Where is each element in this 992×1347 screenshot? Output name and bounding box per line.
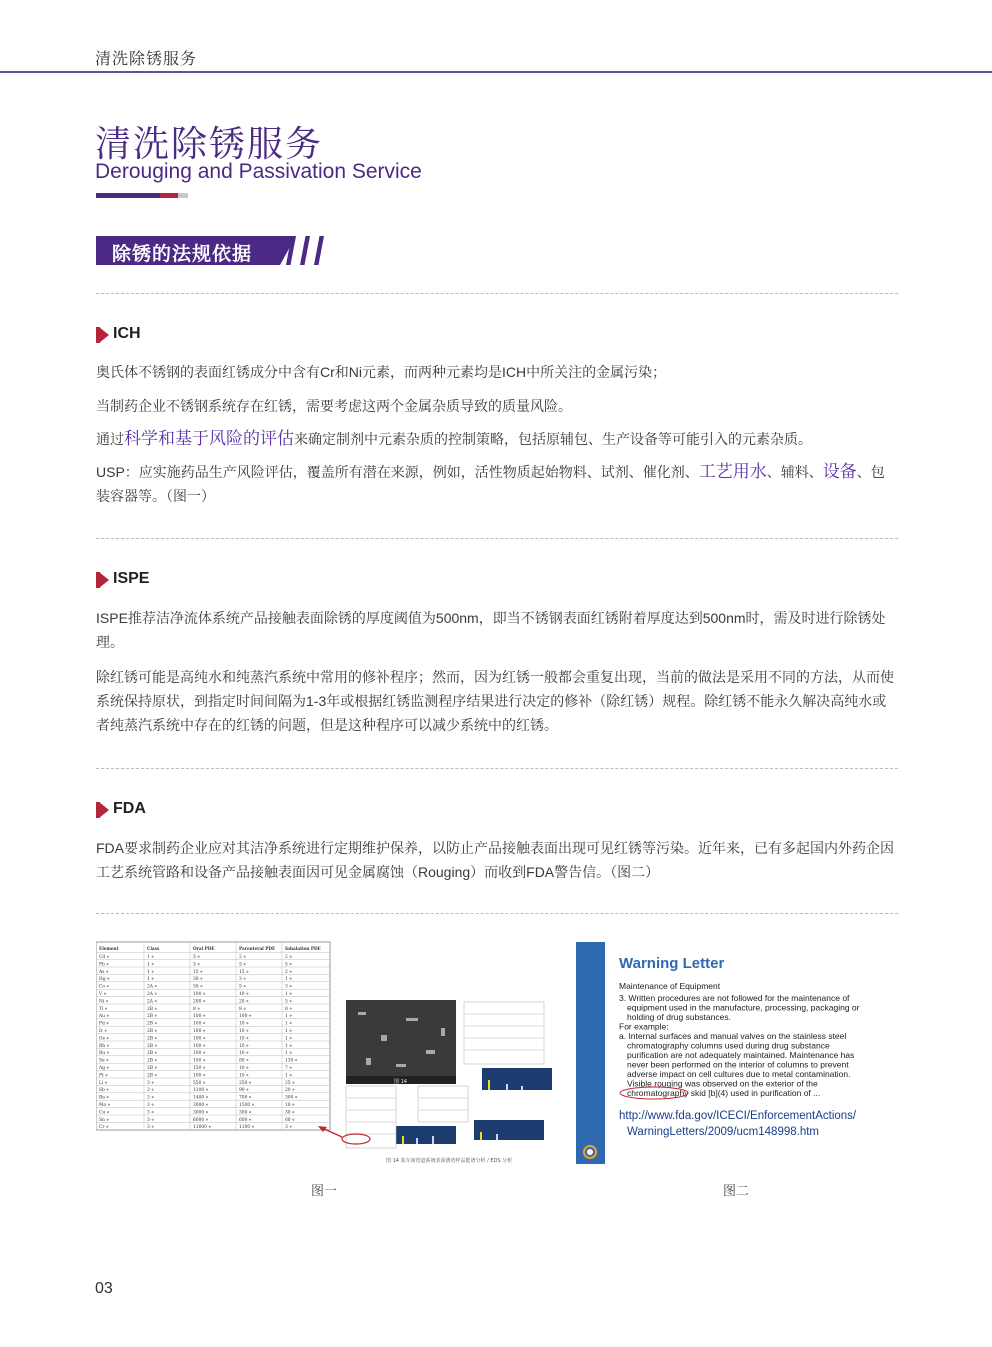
spectrum-chart [482,1068,552,1090]
table-cell: 1500 ⋄ [239,1103,255,1108]
table-cell: 3 ⋄ [147,1080,154,1086]
table-cell: Cr ⋄ [99,1125,109,1131]
table-cell: 2 ⋄ [239,955,246,960]
warning-letter-heading: Warning Letter [619,955,725,972]
table-cell: 30 ⋄ [193,977,203,983]
table-cell: 700 ⋄ [239,1095,252,1101]
table-cell: 3 ⋄ [147,1103,154,1108]
banner-slash [314,236,324,265]
table-cell: 5 ⋄ [239,962,246,968]
table-cell: 1 ⋄ [285,1073,292,1079]
table-cell: 1 ⋄ [285,992,292,997]
warning-letter-url-2: WarningLetters/2009/ucm148998.htm [627,1126,819,1138]
table-cell: Os ⋄ [99,1036,109,1042]
table-cell: Rh ⋄ [99,1043,110,1049]
table-cell: 5 ⋄ [285,999,292,1005]
figure-2-image [576,942,886,1164]
table-cell: Sn ⋄ [99,1117,109,1123]
page-title-cn: 清洗除锈服务 [95,124,324,165]
warning-letter-line: never been performed on the interior of columns to prevent [627,1059,849,1070]
warning-letter-sidebar [576,942,605,1164]
table-cell: 3 ⋄ [285,984,292,990]
table-cell: Li ⋄ [99,1080,108,1086]
table-cell: 100 ⋄ [193,1029,206,1034]
ich-paragraph-4: USP：应实施药品生产风险评估，覆盖所有潜在来源，例如，活性物质起始物料、试剂、催化剂、工艺用水、辅料、设备、包装容器等。（图一） [96,462,885,504]
table-cell: 3 ⋄ [239,977,246,983]
table-cell: 1 ⋄ [147,977,154,983]
ich-paragraph-1: 奥氏体不锈钢的表面红锈成分中含有Cr和Ni元素，而两种元素均是ICH中所关注的金属污染； [96,364,667,380]
figure-1-caption: 图一 [311,1183,338,1198]
ispe-paragraph-2: 除红锈可能是高纯水和纯蒸汽系统中常用的修补程序；然而，因为红锈一般都会重复出现，当前的做法是采用不同的方法，从而使系统保持原状，到指定时间间隔为1-3年或根据红锈监测程序结果进行决定的修补（除红锈）规程。除红锈不能永久解决高纯水或者纯蒸汽系统中存在的红锈的问题，但是这种程序可以减少系统中的红锈。 [96,669,894,733]
table-cell: Class [147,946,160,951]
table-cell: 1100 ⋄ [239,1125,255,1131]
spectrum-chart [396,1126,456,1144]
table-cell: 100 ⋄ [193,1036,206,1042]
table-cell: Ag ⋄ [99,1066,110,1071]
table-cell: 3 ⋄ [147,1110,154,1116]
table-cell: 2A ⋄ [147,999,158,1005]
table-cell: 2 ⋄ [285,969,292,975]
table-cell: 100 ⋄ [193,1051,206,1057]
table-cell: 30 ⋄ [285,1110,295,1116]
table-cell: Element [99,946,119,951]
table-cell: 2A ⋄ [147,992,158,997]
table-cell: 2B ⋄ [147,1021,158,1027]
banner-slash [300,236,310,265]
table-cell: 1 ⋄ [285,1036,292,1042]
table-cell: Au ⋄ [99,1014,110,1020]
warning-letter-line: chromatography skid [b](4) used in purification of ... [627,1088,821,1098]
table-cell: Ir ⋄ [99,1029,107,1034]
page-title-en: Derouging and Passivation Service [95,160,422,183]
table-cell: 1200 ⋄ [193,1088,209,1094]
ich-paragraph-2: 当制药企业不锈钢系统存在红锈，需要考虑这两个金属杂质导致的质量风险。 [96,398,572,414]
table-cell: 300 ⋄ [285,1095,298,1101]
table-cell: 2B ⋄ [147,1006,158,1012]
table-cell: 1 ⋄ [285,977,292,983]
warning-letter-line: a. Internal surfaces and manual valves on the stainless steel [619,1031,847,1041]
figure-2-caption: 图二 [723,1183,750,1198]
table-cell: 1 ⋄ [285,1029,292,1034]
warning-letter-line: purification are not adequately maintained. Maintenance has [627,1050,855,1060]
table-cell: 3 ⋄ [147,1095,154,1101]
table-cell: 11000 ⋄ [193,1125,212,1131]
divider [96,538,898,539]
table-cell: 600 ⋄ [239,1117,252,1123]
table-cell: 10 ⋄ [239,1043,249,1049]
table-cell: 10 ⋄ [239,992,249,997]
table-cell: Pd ⋄ [99,1021,109,1027]
table-cell: 2B ⋄ [147,1058,158,1064]
table-cell: 10 ⋄ [285,1103,295,1108]
table-cell: As ⋄ [99,969,109,975]
table-cell: 100 ⋄ [239,1014,252,1020]
table-cell: 100 ⋄ [193,1021,206,1027]
table-cell: 2 ⋄ [285,955,292,960]
table-cell: 60 ⋄ [285,1117,295,1123]
figure-2 [576,942,886,1164]
warning-letter-line: chromatography columns used during drug substance [627,1040,830,1051]
microscope-label: 图 14 [394,1079,407,1085]
table-cell: 5 ⋄ [239,984,246,990]
table-cell: 150 ⋄ [193,1058,206,1064]
table-cell: 10 ⋄ [239,1029,249,1034]
table-cell: 8 ⋄ [239,1006,246,1012]
section-banner-label: 除锈的法规依据 [112,244,253,265]
fda-paragraph-1: FDA要求制药企业应对其洁净系统进行定期维护保养，以防止产品接触表面出现可见红锈等污染。近年来，已有多起国内外药企因工艺系统管路和设备产品接触表面因可见金属腐蚀（Rouging）而收到FDA警告信。（图二） [96,840,894,880]
table-cell: Parenteral PDE [239,946,276,951]
table-cell: 200 ⋄ [193,999,206,1005]
table-cell: 50 ⋄ [193,984,203,990]
table-cell: Hg ⋄ [99,977,110,983]
table-cell: 3 ⋄ [147,1125,154,1131]
divider [96,768,898,769]
table-cell: 5 ⋄ [193,955,200,960]
warning-letter-subheading: Maintenance of Equipment [619,981,721,991]
table-cell: 100 ⋄ [193,1073,206,1079]
table-cell: 3 ⋄ [147,1117,154,1123]
table-cell: Pb ⋄ [99,962,109,968]
table-cell: 1 ⋄ [285,1051,292,1057]
table-cell: Co ⋄ [99,984,110,990]
table-cell: 1400 ⋄ [193,1095,209,1101]
table-cell: Oral PDE [193,946,215,951]
table-cell: 10 ⋄ [239,1036,249,1042]
figure-1 [96,940,566,1172]
table-cell: 2B ⋄ [147,1073,158,1079]
table-cell: 6000 ⋄ [193,1117,209,1123]
table-cell: 1 ⋄ [147,962,154,968]
highlight-text: 设备 [822,462,857,481]
fda-title: FDA [113,800,146,817]
table-cell: 25 ⋄ [285,1080,295,1086]
table-cell: 1 ⋄ [285,1014,292,1020]
ich-title: ICH [113,325,141,342]
table-cell: 100 ⋄ [193,1014,206,1020]
table-cell: 1 ⋄ [285,1043,292,1049]
table-cell: 3 ⋄ [285,1125,292,1131]
table-cell: 250 ⋄ [239,1080,252,1086]
table-cell: 2B ⋄ [147,1036,158,1042]
table-cell: 2B ⋄ [147,1043,158,1049]
ich-paragraph-3: 通过科学和基于风险的评估来确定制剂中元素杂质的控制策略，包括原辅包、生产设备等可能引入的元素杂质。 [96,429,812,448]
running-header: 清洗除锈服务 [95,51,198,68]
section-banner [96,236,332,265]
table-cell: 90 ⋄ [239,1088,249,1094]
table-cell: 550 ⋄ [193,1080,206,1086]
table-cell: 100 ⋄ [193,992,206,997]
table-cell: 15 ⋄ [193,969,203,975]
table-cell: Inhalation PDE [285,946,321,951]
table-cell: 2B ⋄ [147,1066,158,1071]
highlight-text: 科学和基于风险的评估 [124,429,294,448]
table-cell: 3 ⋄ [147,1088,154,1094]
table-cell: 1 ⋄ [147,955,154,960]
table-cell: 2B ⋄ [147,1029,158,1034]
table-cell: Ba ⋄ [99,1095,109,1101]
table-cell: 3000 ⋄ [193,1103,209,1108]
table-cell: 300 ⋄ [239,1110,252,1116]
table-cell: Mo ⋄ [99,1103,111,1108]
table-cell: 8 ⋄ [193,1006,200,1012]
figure-1-image [96,940,566,1172]
table-cell: 1 ⋄ [147,969,154,975]
warning-letter-line: Visible rouging was observed on the exterior of the [627,1078,818,1089]
warning-letter-line: holding of drug substances. [627,1012,731,1022]
table-cell: 2B ⋄ [147,1014,158,1020]
table-cell: V ⋄ [99,992,107,997]
table-cell: 10 ⋄ [239,1021,249,1027]
page-number: 03 [95,1280,113,1297]
table-cell: 100 ⋄ [193,1043,206,1049]
title-underline [96,193,188,198]
table-cell: Pt ⋄ [99,1073,108,1079]
table-cell: 150 ⋄ [193,1066,206,1071]
divider [96,913,898,914]
table-cell: 5 ⋄ [285,962,292,968]
table-cell: 10 ⋄ [239,1073,249,1079]
highlight-text: 工艺用水 [698,462,767,481]
table-cell: 10 ⋄ [239,1051,249,1057]
divider [96,293,898,294]
warning-letter-line: 3. Written procedures are not followed for the maintenance of [619,993,850,1003]
header-rule [0,71,992,73]
spectrum-chart [474,1120,544,1140]
table-cell: 2B ⋄ [147,1051,158,1057]
warning-letter-line: adverse impact on cell cultures due to metal contamination. [627,1069,851,1079]
table-cell: 15 ⋄ [239,969,249,975]
table-cell: 8 ⋄ [285,1006,292,1012]
table-cell: 20 ⋄ [239,999,249,1005]
ispe-paragraph-1: ISPE推荐洁净流体系统产品接触表面除锈的厚度阈值为500nm，即当不锈钢表面红锈附着厚度达到500nm时，需及时进行除锈处理。 [96,610,886,650]
table-cell: Cu ⋄ [99,1110,110,1116]
table-cell: 80 ⋄ [239,1058,249,1064]
ispe-title: ISPE [113,570,150,587]
warning-letter-url-1: http://www.fda.gov/ICECI/EnforcementActions/ [619,1110,857,1122]
table-cell: 2A ⋄ [147,984,158,990]
warning-letter-line: For example: [619,1021,669,1032]
table-cell: 3000 ⋄ [193,1110,209,1116]
table-cell: 10 ⋄ [239,1066,249,1071]
table-cell: Se ⋄ [99,1058,109,1064]
table-cell: 20 ⋄ [285,1088,295,1094]
table-cell: Sb ⋄ [99,1088,109,1094]
table-cell: 5 ⋄ [193,962,200,968]
table-cell: 1 ⋄ [285,1021,292,1027]
table-cell: 7 ⋄ [285,1066,292,1071]
warning-letter-line: equipment used in the manufacture, processing, packaging or [627,1002,860,1013]
table-cell: Tl ⋄ [99,1006,108,1012]
table-cell: Ni ⋄ [99,999,109,1005]
table-cell: Cd ⋄ [99,955,110,960]
table-cell: 130 ⋄ [285,1058,298,1064]
table-cell: Ru ⋄ [99,1051,110,1057]
figure-1-inner-caption: 图 14 某车间管道系统表面锈迹样品能谱分析 / EDS 分析 [386,1158,513,1164]
